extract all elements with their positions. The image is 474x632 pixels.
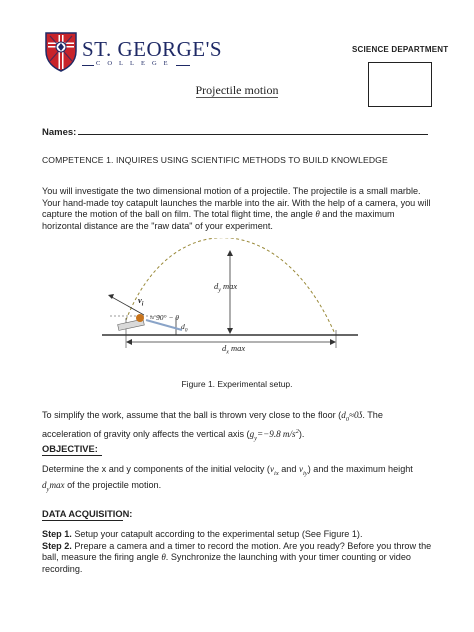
title-underline <box>196 97 278 98</box>
data-acquisition-heading: DATA ACQUISITION: <box>42 509 133 519</box>
school-name: ST. GEORGE'S <box>82 37 223 61</box>
label-d0: $d_0$ <box>181 322 188 334</box>
names-field[interactable] <box>78 134 428 135</box>
data-acquisition-underline <box>42 520 123 521</box>
competence-heading: COMPETENCE 1. INQUIRES USING SCIENTIFIC METHODS TO BUILD KNOWLEDGE <box>42 155 388 165</box>
objective-underline <box>42 455 102 456</box>
label-dx-max: $d_x$ max <box>222 343 246 356</box>
names-label: Names: <box>42 127 77 138</box>
marble-icon <box>136 314 144 322</box>
intro-paragraph: You will investigate the two dimensional motion of a projectile. The projectile is a small marble. Your hand-made toy catapult launches the marble into the air. With the help of a camera, you will capture the motion of the ball on film. The total flight time, the angle θ and the maximum horizontal distance are the "raw data" of your experiment. <box>42 186 431 232</box>
objective-heading: OBJECTIVE: <box>42 444 98 454</box>
objective-paragraph: Determine the x and y components of the initial velocity ($v_{ix}$ and $v_{iy}$) and the maximum height $d_y\max$ of the projectile motion. <box>42 464 413 493</box>
label-vi: $v_i$ <box>138 295 144 308</box>
figure-caption: Figure 1. Experimental setup. <box>181 379 293 389</box>
school-crest-icon <box>44 31 78 73</box>
school-subtitle: COLLEGE <box>96 60 175 67</box>
college-rule-left <box>82 65 94 66</box>
college-rule-right <box>176 65 190 66</box>
label-angle: ≈ 90° − θ <box>150 313 179 322</box>
step-1: Step 1. Setup your catapult according to the experimental setup (See Figure 1). <box>42 529 363 539</box>
step-2: Step 2. Prepare a camera and a timer to record the motion. Are you ready? Before you throw the ball, measure the firing angle θ. Synchronize the launching with your timer counting or video recording. <box>42 540 432 575</box>
label-dy-max: $d_y$ max <box>214 281 238 294</box>
department-label: SCIENCE DEPARTMENT <box>352 45 449 54</box>
page-title: Projectile motion <box>195 83 279 97</box>
steps-list <box>42 529 434 576</box>
simplify-paragraph: To simplify the work, assume that the ball is thrown very close to the floor ($d_0\approx 0ʖ$. The acceleration of gravity only affects the vertical axis ($g_y=-9.8$ $m/s^2$). <box>42 410 383 442</box>
